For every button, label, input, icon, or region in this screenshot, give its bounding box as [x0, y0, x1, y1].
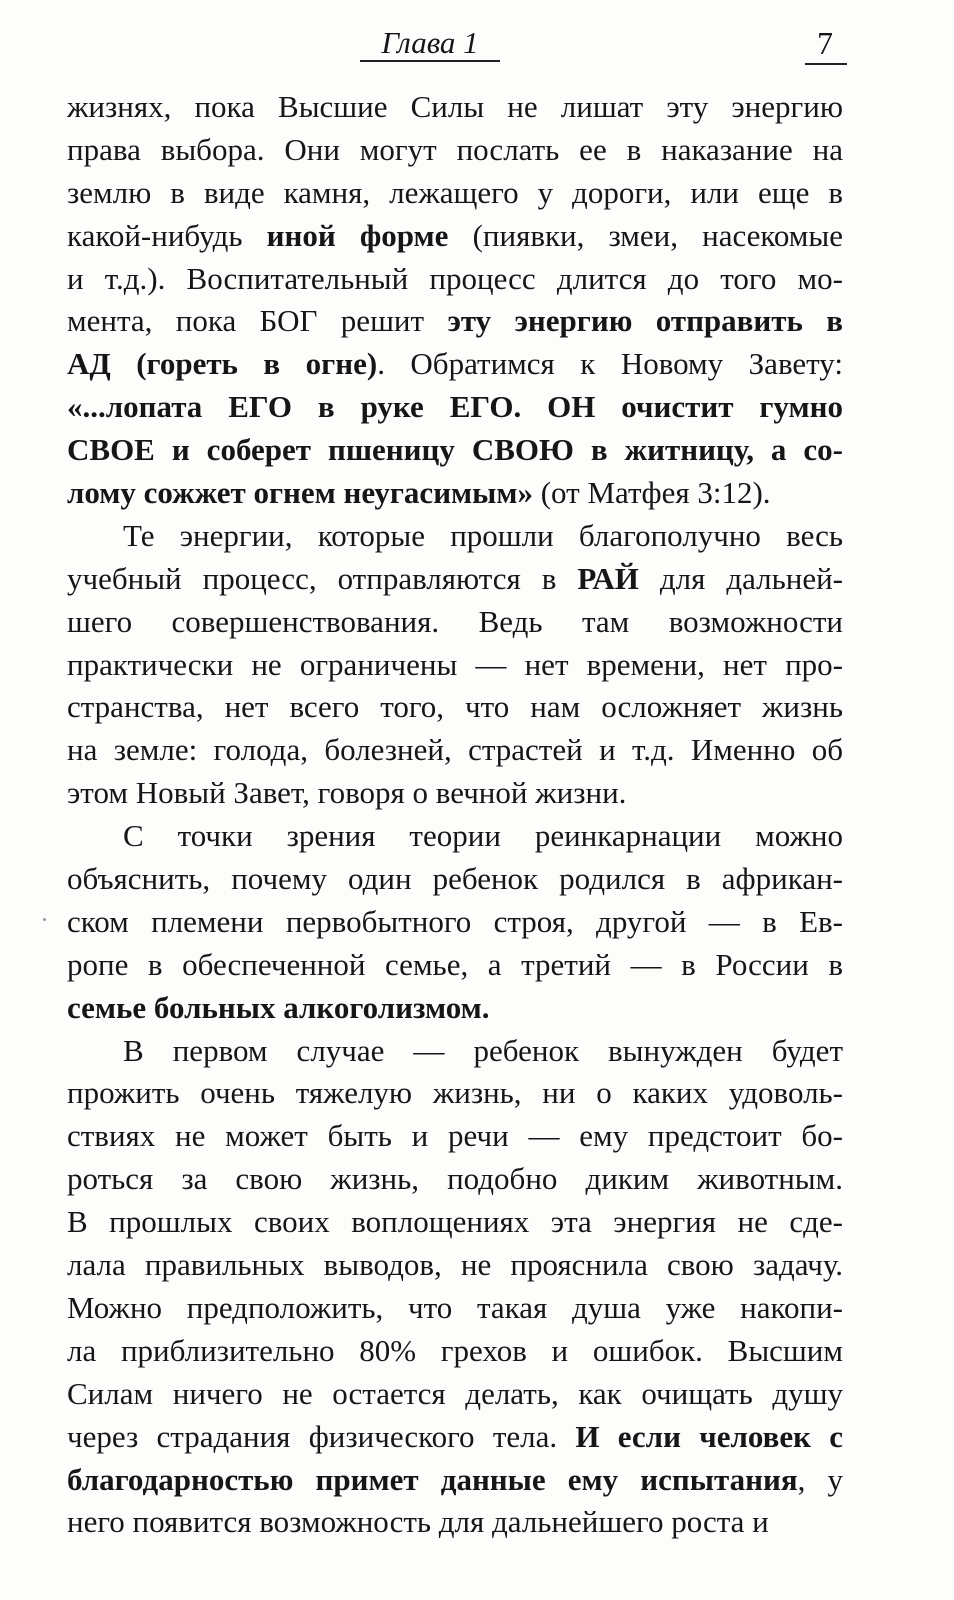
text-line [67, 386, 843, 429]
text-line [67, 729, 843, 772]
text-line [67, 172, 843, 215]
text-line [67, 686, 843, 729]
text-line [67, 815, 843, 858]
text-run: какой-нибудь [67, 217, 267, 253]
text-line [67, 472, 843, 515]
text-run: учебный процесс, отправляются в [67, 560, 578, 596]
page-number: 7 [817, 25, 833, 61]
text-run: странства, нет всего того, что нам осложняет жизнь [67, 689, 843, 725]
text-line [67, 644, 843, 687]
scan-speck [43, 918, 46, 921]
text-run: ла приблизительно 80% грехов и ошибок. Высшим [67, 1332, 843, 1368]
text-run: Силам ничего не остается делать, как очищать душу [67, 1375, 843, 1411]
text-line [67, 515, 843, 558]
text-run: землю в виде камня, лежащего у дороги, или еще в [67, 174, 843, 210]
text-run: ствиях не может быть и речи — ему предстоит бо- [67, 1118, 843, 1154]
text-run: практически не ограничены — нет времени, нет про- [67, 646, 843, 682]
text-line [67, 1459, 843, 1502]
text-line [67, 901, 843, 944]
text-line [67, 601, 843, 644]
text-run: Те энергии, которые прошли благополучно весь [123, 517, 843, 553]
text-line [67, 429, 843, 472]
text-run: права выбора. Они могут послать ее в наказание на [67, 131, 843, 167]
running-header [0, 20, 954, 70]
text-line [67, 1158, 843, 1201]
text-run: ропе в обеспеченной семье, а третий — в России в [67, 946, 843, 982]
bold-text: И если человек с [575, 1418, 843, 1454]
body-text [67, 86, 843, 1544]
text-run: Можно предположить, что такая душа уже накопи- [67, 1289, 843, 1325]
text-run: на земле: голода, болезней, страстей и т.д. Именно об [67, 732, 843, 768]
text-line [67, 1201, 843, 1244]
bold-text: иной форме [266, 217, 449, 253]
text-line [67, 1115, 843, 1158]
text-run: (пиявки, змеи, насекомые [448, 217, 843, 253]
text-line [67, 1244, 843, 1287]
text-line [67, 1373, 843, 1416]
text-run: С точки зрения теории реинкарнации можно [123, 818, 843, 854]
bold-text: лому сожжет огнем неугасимым» [67, 475, 533, 511]
text-run: него появится возможность для дальнейшего роста и [67, 1504, 769, 1540]
bold-text: РАЙ [577, 560, 639, 596]
text-line [67, 129, 843, 172]
bold-text: эту энергию отправить в [447, 303, 843, 339]
text-line [67, 300, 843, 343]
text-line [67, 558, 843, 601]
text-run: этом Новый Завет, говоря о вечной жизни. [67, 775, 627, 811]
chapter-title-underline [360, 60, 500, 62]
text-run: , у [797, 1461, 843, 1497]
text-line [67, 1030, 843, 1073]
text-line [67, 1416, 843, 1459]
bold-text: АД (гореть в огне) [67, 346, 378, 382]
text-run: роться за свою жизнь, подобно диким животным. [67, 1161, 843, 1197]
text-line [67, 215, 843, 258]
text-run: и т.д.). Воспитательный процесс длится до того мо- [67, 260, 843, 296]
text-line [67, 944, 843, 987]
text-run: через страдания физического тела. [67, 1418, 576, 1454]
text-run: ском племени первобытного строя, другой — в Ев- [67, 903, 843, 939]
text-line [67, 1501, 843, 1544]
text-run: лала правильных выводов, не прояснила свою задачу. [67, 1247, 843, 1283]
text-run: (от Матфея 3:12). [532, 475, 771, 511]
text-run: . Обратимся к Новому Завету: [377, 346, 843, 382]
bold-text: СВОЕ и соберет пшеницу СВОЮ в житницу, а со- [67, 432, 843, 468]
text-line [67, 858, 843, 901]
text-run: В прошлых своих воплощениях эта энергия не сде- [67, 1204, 843, 1240]
text-line [67, 258, 843, 301]
text-run: мента, пока БОГ решит [67, 303, 448, 339]
chapter-title: Глава 1 [381, 25, 479, 60]
text-line [67, 1330, 843, 1373]
text-run: для дальней- [638, 560, 843, 596]
page-number-underline [805, 63, 847, 65]
text-run: В первом случае — ребенок вынужден будет [123, 1032, 843, 1068]
text-line [67, 772, 843, 815]
text-run: шего совершенствования. Ведь там возможности [67, 603, 843, 639]
text-line [67, 343, 843, 386]
text-line [67, 86, 843, 129]
bold-text: семье больных алкоголизмом. [67, 989, 490, 1025]
text-run: прожить очень тяжелую жизнь, ни о каких удоволь- [67, 1075, 843, 1111]
text-line [67, 1072, 843, 1115]
text-run: объяснить, почему один ребенок родился в африкан- [67, 861, 843, 897]
text-line [67, 1287, 843, 1330]
text-line [67, 987, 843, 1030]
text-run: жизнях, пока Высшие Силы не лишат эту энергию [67, 89, 843, 124]
bold-text: «...лопата ЕГО в руке ЕГО. ОН очистит гумно [67, 389, 843, 425]
bold-text: благодарностью примет данные ему испытания [67, 1461, 798, 1497]
